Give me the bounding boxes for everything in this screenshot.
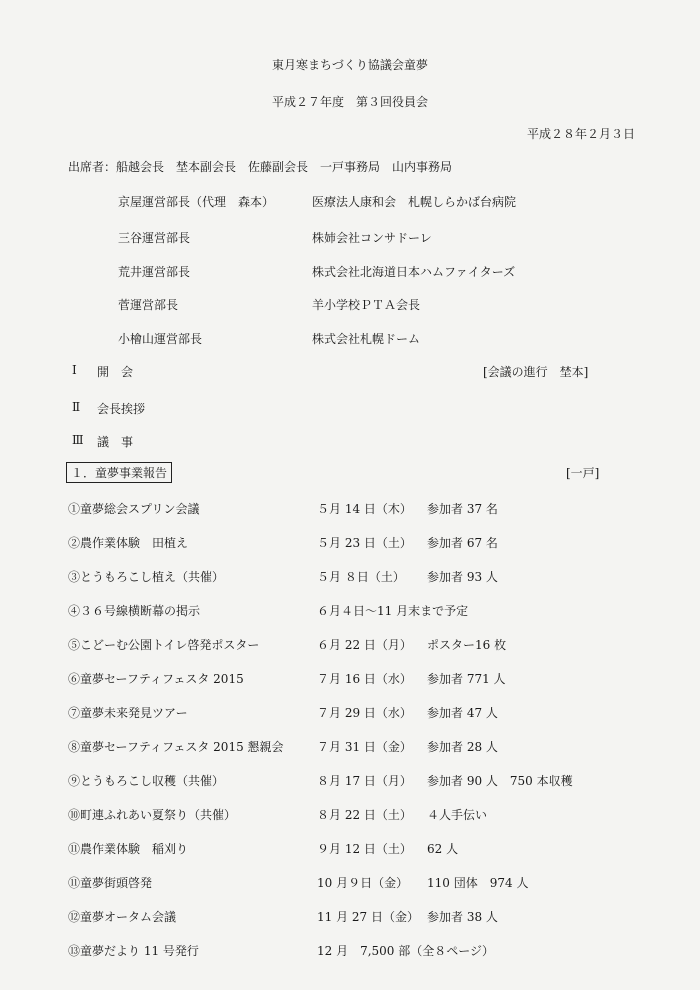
report-item-detail: 参加者 771 人 bbox=[427, 672, 506, 686]
attendee-role: 小檜山運営部長 bbox=[118, 332, 203, 346]
report-item-name: ⑨とうもろこし収穫（共催） bbox=[68, 774, 225, 788]
attendee-org: 株式会社北海道日本ハムファイターズ bbox=[312, 265, 516, 279]
report-item-detail: ポスター16 枚 bbox=[427, 638, 507, 652]
report-item-name: ⑧童夢セーフティフェスタ 2015 懇親会 bbox=[68, 740, 284, 754]
report-item-detail: 参加者 90 人 750 本収穫 bbox=[427, 774, 573, 788]
report-item-detail: 参加者 67 名 bbox=[427, 536, 498, 550]
report-item-name: ④３６号線横断幕の掲示 bbox=[68, 604, 201, 618]
agenda-item1-number: Ⅰ bbox=[72, 363, 77, 377]
attendee-role: 菅運営部長 bbox=[118, 298, 179, 312]
attendees-line: 出席者：船越会長 埜本副会長 佐藤副会長 一戸事務局 山内事務局 bbox=[68, 160, 453, 174]
report-item-date: ６月 22 日（月） bbox=[317, 638, 412, 652]
report-item-date: 10 月９日（金） bbox=[317, 876, 409, 890]
report-item-date: ８月 17 日（月） bbox=[317, 774, 412, 788]
report-item-name: ⑪農作業体験 稲刈り bbox=[68, 842, 189, 856]
report-item-date: 12 月 7,500 部（全８ページ） bbox=[317, 944, 495, 958]
report-item-date: ６月４日～11 月末まで予定 bbox=[317, 604, 469, 618]
report-item-date: ７月 16 日（水） bbox=[317, 672, 412, 686]
attendee-org: 株式会社札幌ドーム bbox=[312, 332, 421, 346]
attendee-org: 医療法人康和会 札幌しらかば台病院 bbox=[312, 195, 517, 209]
attendee-org: 株姉会社コンサドーレ bbox=[312, 231, 432, 245]
report-item-date: ８月 22 日（土） bbox=[317, 808, 412, 822]
report-item-name: ①童夢総会スプリン会議 bbox=[68, 502, 200, 516]
agenda-item1-title: 開 会 bbox=[97, 365, 134, 379]
report-heading: １．童夢事業報告 bbox=[66, 462, 172, 483]
attendee-role: 荒井運営部長 bbox=[118, 265, 191, 279]
report-item-detail: 参加者 38 人 bbox=[427, 910, 498, 924]
document-date: 平成２８年２月３日 bbox=[527, 127, 636, 141]
report-item-date: ５月 23 日（土） bbox=[317, 536, 412, 550]
attendee-role: 三谷運営部長 bbox=[118, 231, 191, 245]
report-item-detail: 参加者 37 名 bbox=[427, 502, 498, 516]
report-item-detail: 参加者 47 人 bbox=[427, 706, 498, 720]
report-item-name: ⑦童夢未来発見ツアー bbox=[68, 706, 188, 720]
report-item-name: ⑪童夢街頭啓発 bbox=[68, 876, 153, 890]
report-item-detail: 110 団体 974 人 bbox=[427, 876, 529, 890]
attendee-role: 京屋運営部長（代理 森本） bbox=[118, 195, 275, 209]
report-item-detail: 62 人 bbox=[427, 842, 459, 856]
attendee-org: 羊小学校ＰＴＡ会長 bbox=[312, 298, 421, 312]
agenda-item1-note: [会議の進行 埜本] bbox=[483, 365, 589, 379]
agenda-item2-number: Ⅱ bbox=[72, 400, 81, 414]
agenda-item3-number: Ⅲ bbox=[72, 433, 84, 447]
report-item-date: ５月 14 日（木） bbox=[317, 502, 412, 516]
report-item-name: ⑤こどーむ公園トイレ啓発ポスター bbox=[68, 638, 260, 652]
agenda-item3-title: 議 事 bbox=[97, 435, 134, 449]
org-title: 東月寒まちづくり協議会童夢 bbox=[272, 58, 428, 72]
report-item-name: ⑩町連ふれあい夏祭り（共催） bbox=[68, 808, 237, 822]
report-item-date: 11 月 27 日（金） bbox=[317, 910, 419, 924]
report-owner: [一戸] bbox=[566, 466, 600, 480]
report-item-detail: ４人手伝い bbox=[427, 808, 488, 822]
report-item-detail: 参加者 93 人 bbox=[427, 570, 498, 584]
meeting-title: 平成２７年度 第３回役員会 bbox=[271, 95, 428, 109]
report-item-name: ②農作業体験 田植え bbox=[68, 536, 189, 550]
report-item-date: ５月 ８日（土） bbox=[317, 570, 405, 584]
report-item-detail: 参加者 28 人 bbox=[427, 740, 498, 754]
report-item-date: ９月 12 日（土） bbox=[317, 842, 412, 856]
report-item-name: ⑬童夢だより 11 号発行 bbox=[68, 944, 199, 958]
report-item-date: ７月 29 日（水） bbox=[317, 706, 412, 720]
report-item-name: ⑥童夢セーフティフェスタ 2015 bbox=[68, 672, 244, 686]
report-item-date: ７月 31 日（金） bbox=[317, 740, 412, 754]
report-item-name: ③とうもろこし植え（共催） bbox=[68, 570, 225, 584]
report-item-name: ⑫童夢オータム会議 bbox=[68, 910, 177, 924]
agenda-item2-title: 会長挨拶 bbox=[97, 402, 146, 416]
